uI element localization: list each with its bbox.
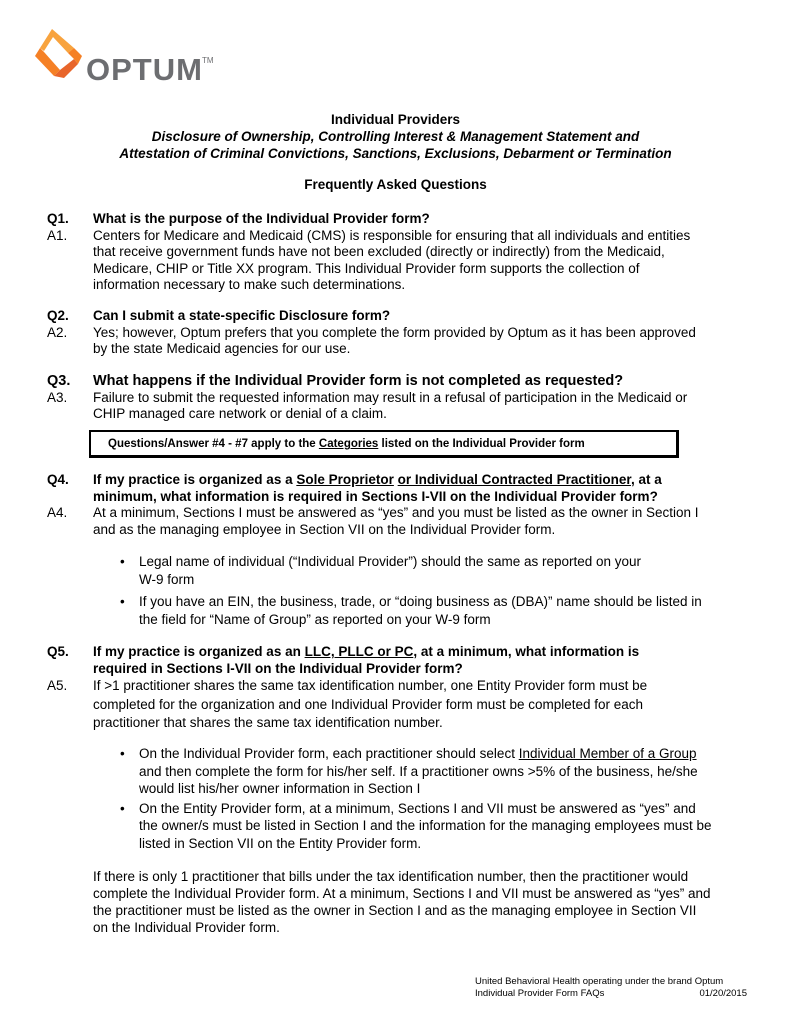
answer-line: Yes; however, Optum prefers that you complete the form provided by Optum as it has been approved: [93, 324, 696, 340]
bullet-item: [116, 745, 748, 798]
answer-line: information necessary to make such determinations.: [93, 277, 406, 293]
title-line-3: Attestation of Criminal Convictions, Sanctions, Exclusions, Debarment or Termination: [119, 146, 672, 161]
question-number: Q1.: [47, 211, 69, 226]
question-text: [93, 472, 747, 505]
q5-closing-paragraph: [93, 868, 753, 936]
note-text: listed on the Individual Provider form: [378, 438, 585, 450]
question-text: What is the purpose of the Individual Provider form?: [93, 211, 430, 226]
faq-item-2: [47, 308, 747, 358]
optum-logo-wordmark: OPTUM: [86, 52, 203, 87]
answer-line: At a minimum, Sections I must be answered as “yes” and you must be listed as the owner in Section I: [93, 505, 699, 521]
question-number: Q4.: [47, 472, 69, 487]
footer-doc-name: Individual Provider Form FAQs: [475, 988, 605, 999]
faq-item-1: [47, 211, 747, 294]
answer-line: by the state Medicaid agencies for our use.: [93, 341, 351, 357]
question-line: required in Sections I-VII on the Individual Provider form?: [93, 660, 463, 676]
answer-line: completed for the organization and one Individual Provider form must be completed for each: [93, 696, 644, 712]
answer-text: [93, 390, 747, 423]
bullet-line: W-9 form: [139, 572, 195, 587]
question-text: [93, 644, 747, 677]
question-line: If my practice is organized as a: [93, 472, 297, 487]
bullet-line: would list his/her owner information in Section I: [139, 781, 421, 796]
footer-date: 01/20/2015: [699, 988, 747, 999]
answer-number: A4.: [47, 505, 68, 521]
bullet-line: • If you have an EIN, the business, trade, or “doing business as (DBA)” name should be listed in: [139, 594, 702, 609]
q4-bullets: [116, 553, 746, 629]
question-number: Q3.: [47, 373, 71, 389]
answer-text: [93, 505, 747, 538]
note-categories-text: Categories: [318, 438, 379, 450]
bullet-item: [116, 553, 746, 589]
answer-line: Centers for Medicare and Medicaid (CMS) is responsible for ensuring that all individuals and entities: [93, 227, 691, 243]
bullet-line: listed in Section VII on the Entity Provider form.: [139, 835, 422, 851]
faq-item-3: [47, 373, 747, 423]
bullet-line: the owner/s must be listed in Section I and the information for the managing employees must be: [139, 818, 712, 833]
paragraph-line: complete the Individual Provider form. At a minimum, Sections I and VII must be answered as “yes” and: [93, 886, 711, 901]
question-line: , at a minimum, what information is: [413, 644, 640, 659]
bullet-line: • On the Entity Provider form, at a minimum, Sections I and VII must be answered as “yes” and: [139, 800, 696, 816]
bullet-line: and then complete the form for his/her self. If a practitioner owns >5% of the business, he/she: [139, 763, 698, 779]
q5-bullets: [116, 745, 748, 852]
answer-text: [93, 325, 747, 358]
answer-number: A2.: [47, 324, 68, 340]
answer-line: Failure to submit the requested information may result in a refusal of participation in the Medicaid or: [93, 389, 688, 405]
document-title: [0, 111, 791, 162]
contracted-practitioner-text: or Individual Contracted Practitioner: [397, 472, 631, 487]
answer-line: practitioner that shares the same tax identification number.: [93, 715, 443, 731]
answer-number: A5.: [47, 678, 68, 694]
bullet-item: [116, 593, 746, 629]
paragraph-line: the practitioner must be listed as the owner in Section I and as the managing employee in Section VII: [93, 903, 697, 918]
sole-proprietor-text: Sole Proprietor: [296, 472, 394, 487]
paragraph-line: If there is only 1 practitioner that bills under the tax identification number, then the practitioner would: [93, 869, 689, 884]
faq-heading: Frequently Asked Questions: [304, 177, 487, 192]
trademark-symbol: TM: [202, 56, 214, 65]
question-line: If my practice is organized as an: [93, 644, 305, 659]
faq-item-5: [47, 644, 747, 733]
bullet-line: the field for “Name of Group” as reported on your W-9 form: [139, 612, 491, 627]
answer-text: [93, 228, 747, 294]
question-text: Can I submit a state-specific Disclosure form?: [93, 308, 391, 323]
paragraph-line: on the Individual Provider form.: [93, 920, 280, 935]
question-line: minimum, what information is required in Sections I-VII on the Individual Provider form?: [93, 488, 658, 504]
answer-number: A1.: [47, 227, 68, 243]
faq-item-4: [47, 472, 747, 538]
bullet-line: • Legal name of individual (“Individual Provider”) should the same as reported on your: [139, 554, 642, 569]
page-footer: [475, 976, 747, 1000]
title-line-2: Disclosure of Ownership, Controlling Interest & Management Statement and: [151, 129, 640, 144]
answer-line: CHIP managed care network or denial of a claim.: [93, 406, 387, 422]
note-text: Questions/Answer #4 - #7 apply to the: [108, 438, 319, 450]
answer-line: If >1 practitioner shares the same tax identification number, one Entity Provider form must be: [93, 678, 648, 694]
categories-note-box: [89, 430, 679, 458]
individual-member-group-text: Individual Member of a Group: [518, 746, 697, 761]
answer-line: and as the managing employee in Section VII on the Individual Provider form.: [93, 521, 556, 537]
answer-line: Medicare, CHIP or Title XX program. This Individual Provider form supports the collection of: [93, 260, 640, 276]
answer-line: that receive government funds have not been excluded (directly or indirectly) from the Medicaid,: [93, 244, 665, 260]
optum-logo-mark-icon: [34, 26, 86, 78]
footer-company: United Behavioral Health operating under the brand Optum: [475, 976, 724, 987]
question-line: , at a: [630, 472, 662, 487]
bullet-line: On the Individual Provider form, each practitioner should select: [139, 746, 519, 761]
title-line-1: Individual Providers: [330, 112, 461, 127]
llc-pllc-pc-text: LLC, PLLC or PC: [304, 644, 414, 659]
question-text: What happens if the Individual Provider form is not completed as requested?: [93, 373, 624, 389]
answer-text: [93, 677, 747, 733]
optum-logo: [34, 26, 224, 86]
question-number: Q2.: [47, 308, 69, 323]
bullet-item: [116, 800, 748, 853]
question-number: Q5.: [47, 644, 69, 659]
answer-number: A3.: [47, 389, 68, 405]
